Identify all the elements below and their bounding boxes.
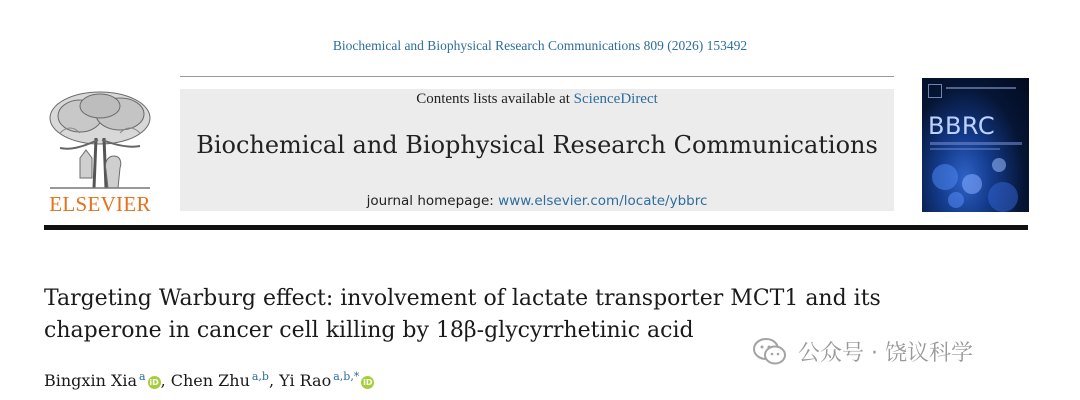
- author-list: [44, 370, 374, 390]
- header-divider: [180, 76, 894, 77]
- author-affiliation[interactable]: a: [139, 370, 146, 383]
- journal-title: Biochemical and Biophysical Research Communications: [196, 131, 878, 159]
- journal-cover-image[interactable]: [922, 78, 1029, 212]
- wechat-icon: [752, 337, 788, 367]
- homepage-prefix: journal homepage:: [366, 193, 499, 209]
- cover-publisher-mark: [928, 84, 942, 98]
- cover-bokeh: [992, 158, 1006, 172]
- masthead-divider: [44, 225, 1028, 230]
- journal-citation[interactable]: Biochemical and Biophysical Research Communications 809 (2026) 153492: [332, 38, 748, 53]
- author-name[interactable]: Bingxin Xia: [44, 371, 137, 390]
- article-title-line-2: chaperone in cancer cell killing by 18β-glycyrrhetinic acid: [44, 318, 694, 343]
- article-title-line-1: Targeting Warburg effect: involvement of lactate transporter MCT1 and its: [44, 286, 881, 311]
- sciencedirect-link[interactable]: ScienceDirect: [573, 91, 658, 107]
- publisher-name: ELSEVIER: [49, 192, 151, 216]
- journal-banner: [180, 89, 894, 211]
- contents-prefix: Contents lists available at: [416, 91, 574, 107]
- cover-bokeh: [948, 192, 964, 208]
- cover-subtitle-line: [930, 148, 1000, 150]
- author-affiliation[interactable]: a,b,*: [333, 370, 360, 383]
- wechat-watermark: [752, 336, 973, 367]
- contents-availability: [180, 91, 894, 108]
- author-separator: ,: [268, 371, 280, 390]
- author-name[interactable]: Yi Rao: [279, 371, 332, 390]
- orcid-icon[interactable]: iD: [363, 378, 373, 387]
- watermark-text: 公众号 · 饶议科学: [798, 341, 973, 366]
- journal-homepage: [180, 193, 894, 209]
- orcid-icon[interactable]: iD: [149, 378, 159, 387]
- cover-header-line: [946, 87, 1016, 89]
- author-separator: ,: [160, 371, 171, 390]
- cover-acronym: BBRC: [928, 112, 996, 140]
- cover-bokeh: [988, 182, 1018, 212]
- author-name[interactable]: Chen Zhu: [170, 371, 250, 390]
- author-affiliation[interactable]: a,b: [251, 370, 269, 383]
- cover-bokeh: [932, 164, 958, 190]
- cover-subtitle-line: [930, 142, 1022, 145]
- cover-bokeh: [962, 174, 982, 194]
- homepage-link[interactable]: www.elsevier.com/locate/ybbrc: [498, 193, 708, 209]
